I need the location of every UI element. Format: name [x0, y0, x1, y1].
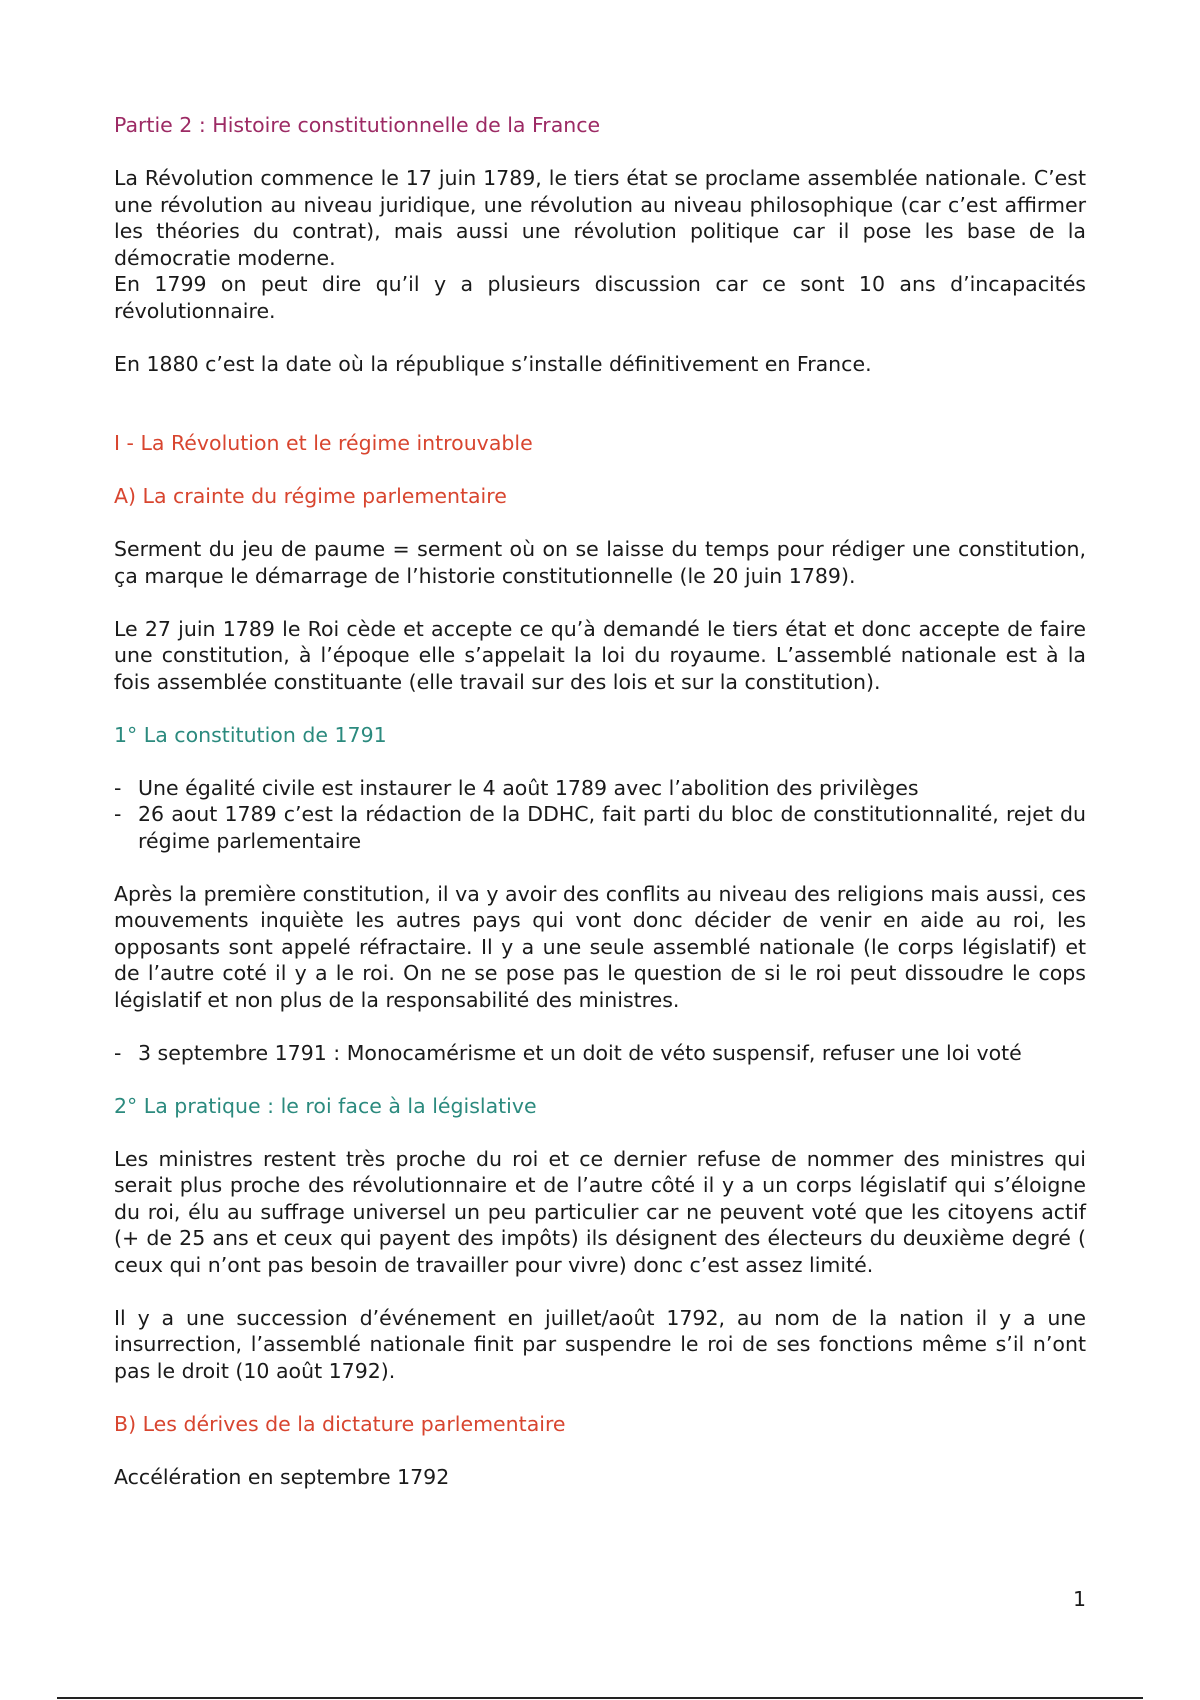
paragraph-serment: Serment du jeu de paume = serment où on se laisse du temps pour rédiger une constitution, ça marque le démarrage de l’historie constitutionnelle (le 20 juin 1789). — [114, 537, 1086, 588]
intro-paragraph-1: La Révolution commence le 17 juin 1789, le tiers état se proclame assemblée nationale. C’est une révolution au niveau juridique, une révolution au niveau philosophique (car c’est affirmer les théories du contrat), mais aussi une révolution politique car il pose les base de la démocratie moderne. — [114, 166, 1086, 270]
list-item — [114, 801, 1086, 854]
intro-paragraph-2: En 1799 on peut dire qu’il y a plusieurs discussion car ce sont 10 ans d’incapacités révolutionnaire. — [114, 272, 1086, 323]
part-title: Partie 2 : Histoire constitutionnelle de la France — [114, 113, 601, 137]
list-item-text: 3 septembre 1791 : Monocamérisme et un doit de véto suspensif, refuser une loi voté — [138, 1040, 1022, 1065]
dash-bullet: - — [114, 1040, 122, 1065]
paragraph-27-juin: Le 27 juin 1789 le Roi cède et accepte ce qu’à demandé le tiers état et donc accepte de faire une constitution, à l’époque elle s’appelait la loi du royaume. L’assemblé nationale est à la fois assemblée constituante (elle travail sur des lois et sur la constitution). — [114, 616, 1086, 694]
subsection-2-heading: 2° La pratique : le roi face à la législative — [114, 1093, 537, 1118]
paragraph-ministres: Les ministres restent très proche du roi et ce dernier refuse de nommer des ministres qui serait plus proche des révolutionnaire et de l’autre côté il y a un corps législatif qui s’éloigne du roi, élu au suffrage universel un peu particulier car ne peuvent voté que les citoyens actif (+ de 25 ans et ceux qui payent des impôts) ils désignent des électeurs du deuxième degré ( ceux qui n’ont pas besoin de travailler pour vivre) donc c’est assez limité. — [114, 1146, 1086, 1277]
page-number: 1 — [1072, 1587, 1086, 1611]
footer-divider — [57, 1697, 1143, 1699]
dash-bullet: - — [114, 775, 122, 800]
paragraph-acceleration: Accélération en septembre 1792 — [114, 1464, 450, 1489]
subsection-1-heading: 1° La constitution de 1791 — [114, 722, 387, 747]
section-a-heading: A) La crainte du régime parlementaire — [114, 484, 507, 508]
bullet-list-septembre — [114, 1040, 1086, 1067]
section-b-heading: B) Les dérives de la dictature parlementaire — [114, 1411, 566, 1436]
dash-bullet: - — [114, 802, 122, 826]
list-item — [114, 775, 1086, 802]
list-item — [114, 1040, 1086, 1067]
intro-paragraph-3: En 1880 c’est la date où la république s’installe définitivement en France. — [114, 351, 872, 376]
list-item-text: Une égalité civile est instaurer le 4 août 1789 avec l’abolition des privilèges — [138, 775, 919, 800]
list-item-text: 26 aout 1789 c’est la rédaction de la DDHC, fait parti du bloc de constitutionnalité, rejet du régime parlementaire — [138, 802, 1086, 853]
document-page — [114, 112, 1086, 1490]
paragraph-apres: Après la première constitution, il va y avoir des conflits au niveau des religions mais aussi, ces mouvements inquiète les autres pays qui vont donc décider de venir en aide au roi, les opposants sont appelé réfractaire. Il y a une seule assemblé nationale (le corps législatif) et de l’autre coté il y a le roi. On ne se pose pas le question de si le roi peut dissoudre le cops législatif et non plus de la responsabilité des ministres. — [114, 881, 1086, 1012]
bullet-list-1791 — [114, 775, 1086, 855]
section-i-heading: I - La Révolution et le régime introuvable — [114, 431, 533, 455]
paragraph-succession: Il y a une succession d’événement en juillet/août 1792, au nom de la nation il y a une insurrection, l’assemblé nationale finit par suspendre le roi de ses fonctions même s’il n’ont pas le droit (10 août 1792). — [114, 1305, 1086, 1383]
